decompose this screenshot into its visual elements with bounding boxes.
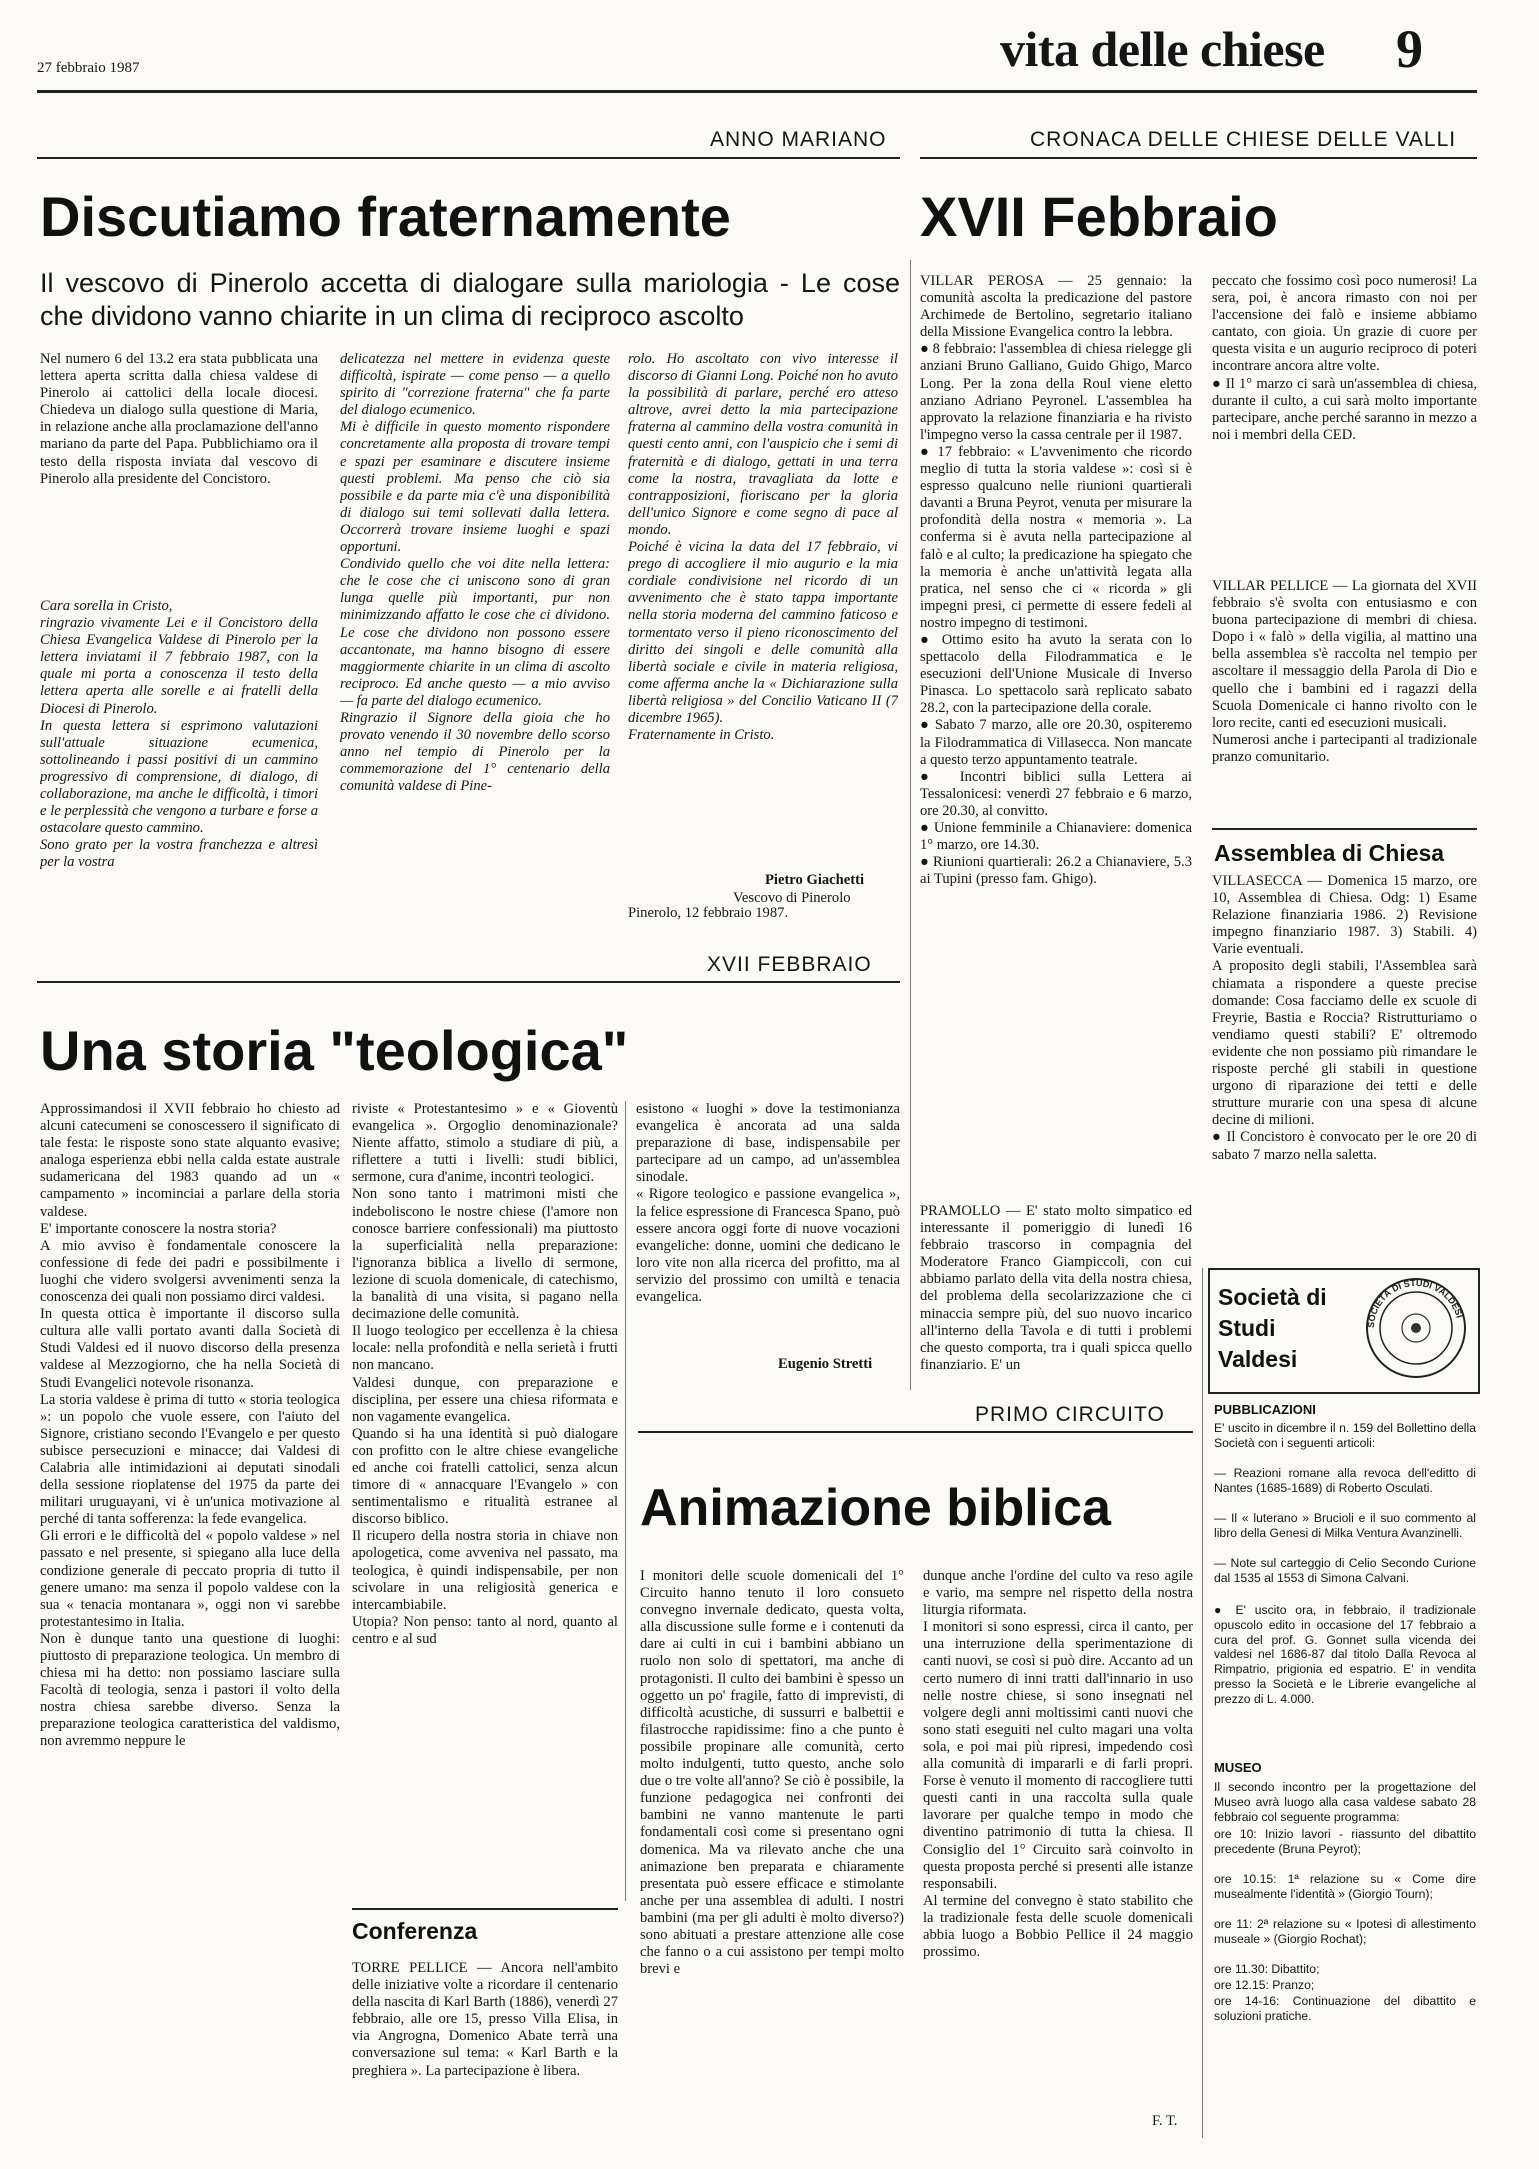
a3-col1: VILLAR PEROSA — 25 gennaio: la comunità ascolta la predicazione del pastore Archimede de Bertolino, segretario italiano della Missione Evangelica contro la lebbra. ● 8 febbraio: l'assemblea di chiesa rielegge gli anziani Bruno Galliano, Guido Ghigo, Marco Long. Per la zona della Roul viene eletto anziano Adriano Peyronel. L'assemblea ha approvato la relazione finanziaria e ha rivisto l'impegno verso la cassa centrale per il 1987. ● 17 febbraio: « L'avvenimento che ricordo meglio di tutta la storia valdese »: così si è espresso qualcuno nelle riunioni quartierali davanti a Bruna Peyrot, venuta per misurare la profondità della nostra « memoria ». La conferma si è avuta nella partecipazione al falò e al culto; la predicazione ha spiegato che la memoria è anche un'attività legata alla pratica, nel senso che ci « ricorda » gli impegni presi, ci permette di essere fedeli al nostro impegno di testimoni. ● Ottimo esito ha avuto la serata con lo spettacolo della Filodrammatica e le esecuzioni dell'Unione Musicale di Inverso Pinasca. Lo spettacolo sarà replicato sabato 28.2, con la partecipazione della corale. ● Sabato 7 marzo, alle ore 20.30, ospiteremo la Filodrammatica di Villasecca. Non mancate a questo terzo appuntamento teatrale. ● Incontri biblici sulla Lettera ai Tessalonicesi: venerdì 27 febbraio e 6 marzo, ore 20.30, al convitto. ● Unione femminile a Chianaviere: domenica 1° marzo, ore 14.30. ● Riunioni quartierali: 26.2 a Chianaviere, 5.3 ai Tupini (presso fam. Ghigo).: [920, 273, 1192, 888]
museo-item-4: ore 11.30: Dibattito;: [1214, 1962, 1320, 1976]
a2-col2: riviste « Protestantesimo » e « Gioventù evangelica ». Orgoglio denominazionale? Niente affatto, stimolo a studiare di più, a riflettere a tutti i livelli: studi biblici, sermone, cura d'anime, incontri teologici. Non sono tanto i matrimoni misti che indeboliscono le nostre chiese (l'amore non conosce barriere confessionali) ma piuttosto la superficialità nella preparazione: l'ignoranza biblica a livello di sermone, lezione di scuola domenicale, di catechismo, la banalità di una visita, si pagano nella decimazione delle comunità. Il luogo teologico per eccellenza è la chiesa locale: nella profondità e nella serietà i frutti non mancano. Valdesi dunque, con preparazione e disciplina, per essere una chiesa riformata e non vagamente evangelica. Quando si ha una identità si può dialogare con profitto con le altre chiese evangeliche ed anche coi fratelli cattolici, senza alcun timore di « annacquare l'Evangelo » con sentimentalismo e ritualità estranee al discorso biblico. Il ricupero della nostra storia in chiave non apologetica, come avveniva nel passato, ma teologica, è quindi indispensabile, per non scivolare in una religiosità generica e intercambiabile. Utopia? Non penso: tanto al nord, quanto al centro e al sud: [352, 1101, 618, 1647]
a3-kicker: CRONACA DELLE CHIESE DELLE VALLI: [1030, 128, 1457, 151]
museo-item-5: ore 12.15: Pranzo;: [1214, 1978, 1315, 1992]
ssv-name: Società di Studi Valdesi: [1218, 1284, 1327, 1372]
a3-col1b: PRAMOLLO — E' stato molto simpatico ed interessante il pomeriggio di lunedì 16 febbraio trascorso in compagnia del Moderatore Franco Giampiccoli, con cui abbiamo parlato della vita della nostra chiesa, del problema della secolarizzazione che ci minaccia sempre più, del suo nuovo incarico all'interno della Tavola e di tutti i problemi che questo comporta, tra i quali spicca quello finanziario. E' un: [920, 1203, 1192, 1373]
a4-top-rule: [638, 1431, 1193, 1433]
ssv-seal-text: SOCIETÀ DI STUDI VALDESI: [1365, 1277, 1465, 1329]
header-date: 27 febbraio 1987: [37, 60, 140, 76]
assemblea-rule: [1212, 828, 1477, 830]
a4-title: Animazione biblica: [640, 1479, 1111, 1537]
a2-col3: esistono « luoghi » dove la testimonianza evangelica è ancorata ad una salda preparazione di base, indispensabile per partecipare ad un campo, ad un'assemblea sinodale. « Rigore teologico e passione evangelica », la felice espressione di Francesca Spano, può essere ancora oggi forte di nuove vocazioni evangeliche: donne, uomini che dedicano le loro vite non alla ricerca del profitto, ma al servizio del prossimo con umiltà e tenacia evangelica.: [636, 1101, 900, 1306]
ssv-seal-icon: [1364, 1276, 1468, 1380]
pub-title: PUBBLICAZIONI: [1214, 1402, 1316, 1417]
right-column-divider: [1202, 1268, 1203, 2138]
a1-signature: Pietro Giachetti: [765, 872, 865, 888]
a2-title: Una storia "teologica": [40, 1019, 629, 1082]
main-column-divider: [910, 260, 911, 1390]
pub-item-1: — Reazioni romane alla revoca dell'editto di Nantes (1685-1689) di Roberto Osculati.: [1214, 1466, 1476, 1495]
a1-letter-col1: Cara sorella in Cristo, ringrazio vivamente Lei e il Concistoro della Chiesa Evangelica Valdese di Pinerolo per la lettera inviatami il 7 febbraio 1987, con la quale mi porta a conoscenza il testo della lettera aperta alle sorelle e ai fratelli della Diocesi di Pinerolo. In questa lettera si esprimono valutazioni sull'attuale situazione ecumenica, sottolineando i passi positivi di un cammino progressivo di comprensione, di dialogo, di collaborazione, ma anche le difficoltà, i timori e le perplessità che vengono a turbare e forse a ostacolare questo cammino. Sono grato per la vostra franchezza e altresì per la vostra: [40, 598, 318, 871]
a1-letter-col2: delicatezza nel mettere in evidenza queste difficoltà, ispirate — come penso — a quello spirito di "correzione fraterna" che fa parte del dialogo ecumenico. Mi è difficile in questo momento rispondere concretamente alla proposta di trovare tempi e spazi per esaminare e discutere insieme questi problemi. Ma penso che ciò sia possibile e da parte mia c'è una disponibilità di dialogo sui temi sollevati dalla lettera. Occorrerà trovare insieme luoghi e spazi opportuni. Condivido quello che voi dite nella lettera: che le cose che ci uniscono sono di gran lunga quelle più importanti, pur non minimizzando affatto le cose che ci dividono. Le cose che dividono non possono essere accantonate, ma hanno bisogno di essere maggiormente chiarite in un clima di ascolto reciproco. Ed anche questo — a mio avviso — fa parte del dialogo ecumenico. Ringrazio il Signore della gioia che ho provato venendo il 30 novembre dello scorso anno nel tempio di Pinerolo per la commemorazione del 1° centenario della comunità valdese di Pine-: [340, 351, 610, 795]
page-number: 9: [1396, 19, 1423, 79]
a4-kicker: PRIMO CIRCUITO: [975, 1403, 1165, 1426]
pub-more: ● E' uscito ora, in febbraio, il tradizionale opuscolo edito in occasione del 17 febbraio a cura del prof. G. Gonnet sulla vicenda dei valdesi nel 1686-87 dal titolo Dalla Revoca al Rimpatrio, prigionia ed espatrio. E' in vendita presso la Società e le Librerie evangeliche al prezzo di L. 4.000.: [1214, 1603, 1476, 1706]
a1-title: Discutiamo fraternamente: [40, 185, 731, 248]
museo-item-1: ore 10: Inizio lavori - riassunto del dibattito precedente (Bruna Peyrot);: [1214, 1827, 1476, 1856]
a1-place-date: Pinerolo, 12 febbraio 1987.: [628, 905, 789, 921]
museo-item-6: ore 14-16: Continuazione del dibattito e soluzioni pratiche.: [1214, 1994, 1476, 2023]
a3-top-rule: [920, 157, 1477, 159]
a3-col2b: VILLAR PELLICE — La giornata del XVII febbraio s'è svolta con entusiasmo e con buona partecipazione di membri di chiesa. Dopo i « falò » della vigilia, al mattino una bella assemblea s'è raccolta nel tempio per ascoltare il messaggio della Parola di Dio e quello che i bambini ed i ragazzi della Scuola Domenicale ci hanno rivolto con le loro recite, canti ed esecuzioni musicali. Numerosi anche i partecipanti al tradizionale pranzo comunitario.: [1212, 578, 1477, 765]
a3-col2: peccato che fossimo così poco numerosi! La sera, poi, è ancora rimasto con noi per l'accensione dei falò e insieme abbiamo cantato, con gioia. Un grazie di cuore per questa visita e un augurio reciproco di poteri incontrare ancora altre volte. ● Il 1° marzo ci sarà un'assemblea di chiesa, durante il culto, a cui sarà molto importante partecipare, anche perché saranno in mezzo a noi i membri della CED.: [1212, 273, 1477, 443]
museo-title: MUSEO: [1214, 1760, 1262, 1775]
a4-signature: F. T.: [1152, 2113, 1178, 2129]
a2-top-rule: [37, 981, 900, 983]
assemblea-title: Assemblea di Chiesa: [1214, 840, 1445, 866]
a3-title: XVII Febbraio: [920, 185, 1278, 248]
conf-title: Conferenza: [352, 1918, 478, 1944]
assemblea-body: VILLASECCA — Domenica 15 marzo, ore 10, Assemblea di Chiesa. Odg: 1) Esame Relazione finanziaria 1986. 2) Revisione impegno finanziario 1987. 3) Stabili. 4) Varie eventuali. A proposito degli stabili, l'Assemblea sarà chiamata a rispondere a queste precise domande: Cosa facciamo delle ex scuole di Freyrie, Bastia e Roccia? Ristrutturiamo o vendiamo questi stabili? E' oltremodo evidente che non possiamo più rimandare le risposte perché gli stabili in questione urgono di riparazione dei tetti e delle strutture murarie con una spesa di alcune decine di milioni. ● Il Concistoro è convocato per le ore 20 di sabato 7 marzo nella saletta.: [1212, 873, 1477, 1163]
a4-col2: dunque anche l'ordine del culto va reso agile e vario, ma sempre nel rispetto della nostra liturgia riformata. I monitori si sono espressi, circa il canto, per una interruzione della sperimentazione di canti nuovi, se così si può dire. Accanto ad un certo numero di inni tratti dall'innario in uso nelle nostre chiese, si sono insegnati nel volgere degli anni moltissimi canti nuovi che sono stati eseguiti nel culto magari una volta sola, e poi mai più ripresi, impedendo così alla comunità di impararli e di farli propri. Forse è venuto il momento di raccogliere tutti questi canti in una raccolta sulla quale lavorare per qualche tempo in modo che diventino patrimonio di tutta la chiesa. Il Consiglio del 1° Circuito sarà coinvolto in questa proposta perché si presenti alle istanze responsabili. Al termine del convegno è stato stabilito che la tradizionale festa delle scuole domenicali abbia luogo a Bobbio Pellice il 24 maggio prossimo.: [923, 1568, 1193, 1961]
pub-intro: E' uscito in dicembre il n. 159 del Bollettino della Società con i seguenti articoli:: [1214, 1421, 1476, 1450]
conf-body: TORRE PELLICE — Ancora nell'ambito delle iniziative volte a ricordare il centenario della nascita di Karl Barth (1886), venerdì 27 febbraio, alle ore 15, presso Villa Elisa, in via Angrogna, Domenico Abate terrà una conversazione sul tema: « Karl Barth e la preghiera ». La partecipazione è libera.: [352, 1960, 618, 2079]
museo-item-3: ore 11: 2ª relazione su « Ipotesi di allestimento museale » (Giorgio Rochat);: [1214, 1917, 1476, 1946]
a1-top-rule: [37, 157, 900, 159]
header-rule: [37, 90, 1477, 93]
museo-intro: Il secondo incontro per la progettazione del Museo avrà luogo alla casa valdese sabato 28 febbraio col seguente programma:: [1214, 1780, 1476, 1824]
a2-signature: Eugenio Stretti: [778, 1356, 873, 1372]
a1-kicker: ANNO MARIANO: [710, 128, 887, 151]
a2-kicker: XVII FEBBRAIO: [707, 953, 872, 976]
a1-signature-role: Vescovo di Pinerolo: [733, 890, 851, 906]
pub-item-2: — Il « luterano » Brucioli e il suo commento al libro della Genesi di Milka Ventura Avanzinelli.: [1214, 1511, 1476, 1540]
a2-col1: Approssimandosi il XVII febbraio ho chiesto ad alcuni catecumeni se conoscessero il significato di tale festa: le risposte sono state alquanto evasive; analoga esperienza ebbi nella calda estate australe sudamericana del 1983 quando ad un « campamento » incominciai a parlare della storia valdese. E' importante conoscere la nostra storia? A mio avviso è fondamentale conoscere la confessione di fede dei padri e possibilmente i luoghi che videro svolgersi avvenimenti senza la conoscenza dei quali non possiamo dirci valdesi. In questa ottica è importante il discorso sulla cultura alle valli portato avanti dalla Società di Studi Valdesi ed il nuovo discorso della presenza valdese al Mezzogiorno, che ha nella Società di Studi Evangelici notevole risonanza. La storia valdese è prima di tutto « storia teologica »: un popolo che vuole essere, con l'aiuto del Signore, cristiano secondo l'Evangelo e per questo subisce persecuzioni e minacce; dai Valdesi di Calabria alle intimidazioni ai deputati sinodali della sessione rioplatense del 1975 da parte dei militari uruguayani, vi è un'unica motivazione al perché di tanta sofferenza: la fede evangelica. Gli errori e le difficoltà del « popolo valdese » nel passato e nel presente, si spiegano alla luce della condizione generale di peccato propria di tutto il genere umano: ma senza il popolo valdese con la sua « tenacia montanara », oggi non vi sarebbe protestantesimo in Italia. Non è dunque tanto una questione di luoghi: piuttosto di preparazione teologica. Un membro di chiesa mi ha detto: non possiamo lasciare sulla Facoltà di teologia, senza i pastori il volto della nostra chiesa sarebbe diverso. Senza la preparazione teologica caratteristica del valdismo, non avremmo neppure le: [40, 1101, 340, 1750]
a2-column-divider: [625, 1101, 626, 1901]
conf-rule: [352, 1908, 618, 1910]
museo-item-2: ore 10.15: 1ª relazione su « Come dire musealmente l'identità » (Giorgio Tourn);: [1214, 1872, 1476, 1901]
a4-col1: I monitori delle scuole domenicali del 1° Circuito hanno tenuto il loro consueto convegno invernale dedicato, questa volta, alla discussione sulle forme e i contenuti da dare ai culti in cui i bambini abbiano un ruolo non solo di spettatori, ma anche di protagonisti. Il culto dei bambini è spesso un oggetto un po' fragile, fatto di imprevisti, di difficoltà acustiche, di sussurri e balbettii e filastrocche rapidissime: fino a che punto è possibile propinare alle comunità, certo molto indulgenti, tutto questo, anche solo due o tre volte all'anno? Se ciò è possibile, la funzione pedagogica nei confronti dei bambini ne vanno mantenute le parti fondamentali così come si presentano ogni domenica. Ma va rilevato anche che una animazione ben preparata e chiaramente presentata può essere efficace e stimolante anche per una assemblea di adulti. I nostri bambini (ma per gli adulti è molto diverso?) sono abituati a prestare attenzione alle cose che fanno o a cui assistono per tempi molto brevi e: [640, 1568, 904, 1978]
a1-intro: Nel numero 6 del 13.2 era stata pubblicata una lettera aperta scritta dalla chiesa valdese di Pinerolo ai cattolici della locale diocesi. Chiedeva un dialogo sulla questione di Maria, in relazione anche alla proclamazione dell'anno mariano da parte del Papa. Pubblichiamo ora il testo della risposta inviata dal vescovo di Pinerolo alla presidente del Concistoro.: [40, 351, 318, 487]
section-title: vita delle chiese: [1000, 21, 1325, 77]
a1-letter-col3: rolo. Ho ascoltato con vivo interesse il discorso di Gianni Long. Poiché non ho avuto la possibilità di parlare, perché ero atteso altrove, avrei detto la mia partecipazione fraterna al cammino della vostra comunità in questi cento anni, con l'auspicio che i semi di fraternità e di dialogo, gettati in una terra come la nostra, travagliata da lotte e contrapposizioni, fioriscano per la gloria dell'unico Signore e come segno di pace al mondo. Poiché è vicina la data del 17 febbraio, vi prego di accogliere il mio augurio e la mia cordiale condivisione nel ricordo di un avvenimento che è stato tappa importante nella storia moderna del cammino faticoso e tormentato verso il pieno riconoscimento del diritto dei singoli e delle comunità alla libertà sociale e civile in materia religiosa, come afferma anche la « Dichiarazione sulla libertà religiosa » del Concilio Vaticano II (7 dicembre 1965). Fraternamente in Cristo.: [628, 351, 898, 744]
pub-item-3: — Note sul carteggio di Celio Secondo Curione dal 1535 al 1553 di Simona Calvani.: [1214, 1556, 1476, 1585]
a1-subtitle: Il vescovo di Pinerolo accetta di dialogare sulla mariologia - Le cose che dividono vanno chiarite in un clima di reciproco ascolto: [40, 268, 900, 331]
